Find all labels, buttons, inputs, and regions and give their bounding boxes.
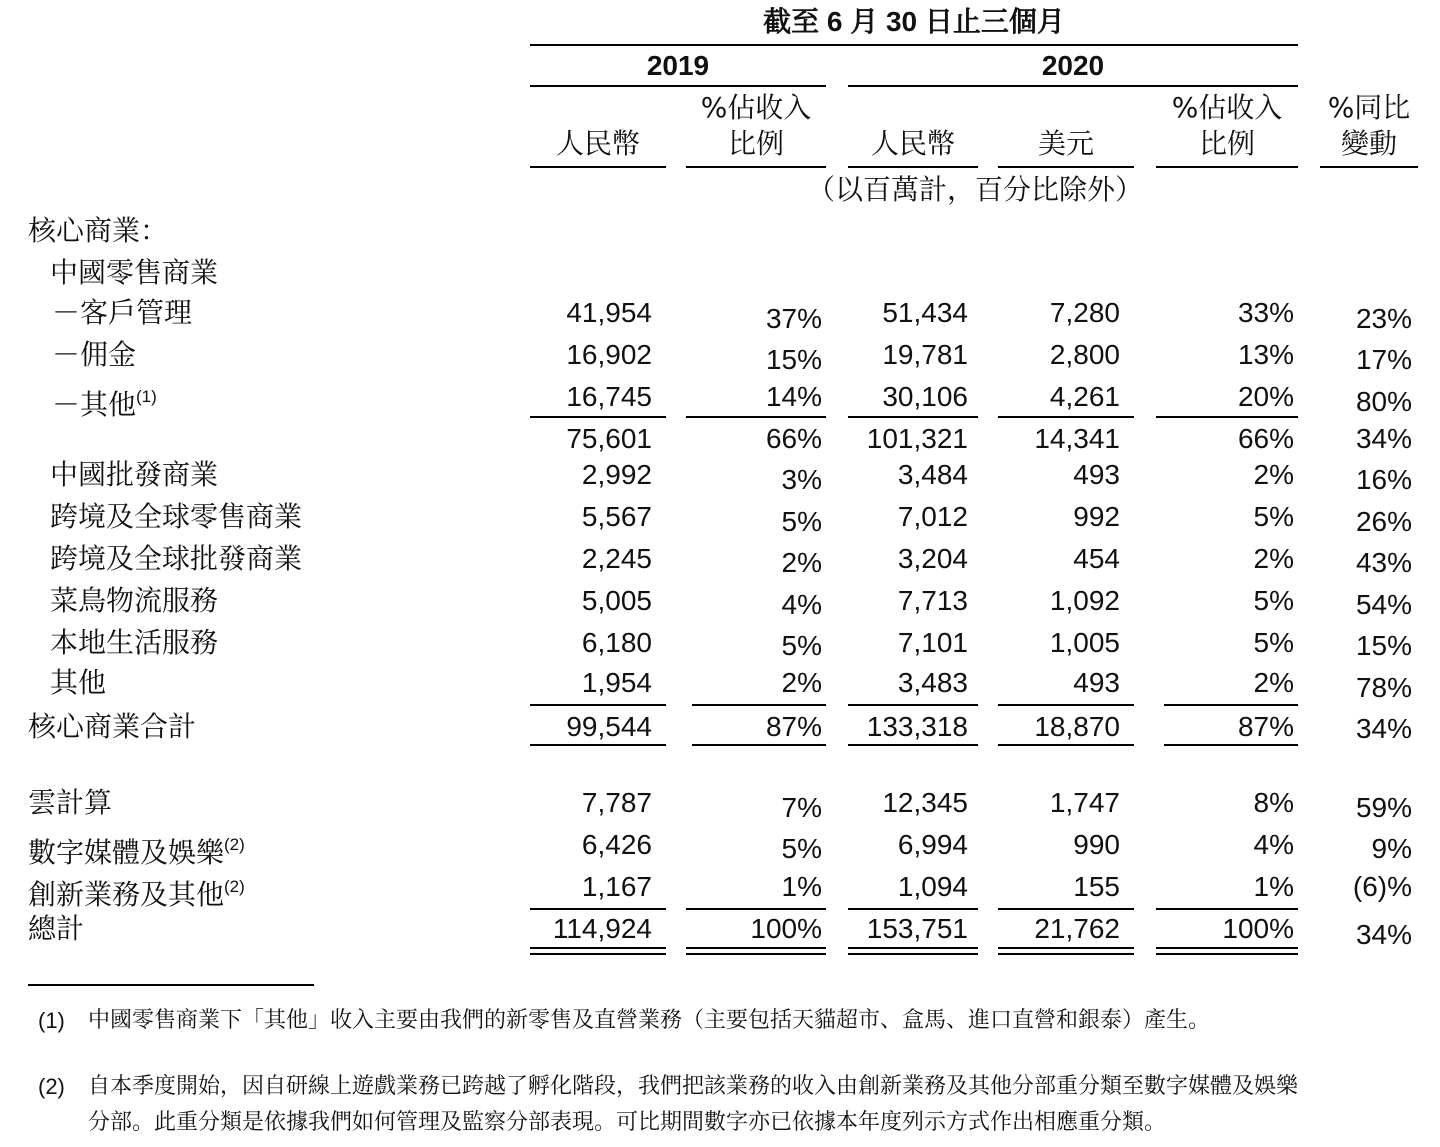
- cell-usd-2020: 155: [1073, 871, 1120, 902]
- cell-pct-2020: 66%: [1237, 423, 1294, 454]
- cell-pct-2020: 2%: [1253, 459, 1294, 490]
- cell-rmb-2019: 1,167: [581, 871, 652, 902]
- total-rule-top: [1164, 704, 1298, 706]
- cell-pct-2020: 4%: [1253, 829, 1294, 860]
- cell-yoy: 34%: [1355, 423, 1412, 454]
- cell-rmb-2020: 1,094: [897, 871, 968, 902]
- row-label: [50, 458, 218, 492]
- row-label: [28, 710, 196, 744]
- cell-pct-2019: 15%: [765, 344, 822, 375]
- cell-rmb-2020: 133,318: [866, 711, 968, 742]
- total-rule-top: [530, 704, 666, 706]
- row-label: [28, 912, 84, 946]
- cell-yoy: 78%: [1355, 672, 1412, 703]
- cell-usd-2020: 18,870: [1034, 711, 1120, 742]
- total-rule-top: [692, 704, 826, 706]
- cell-pct-2019: 2%: [781, 667, 822, 698]
- cell-pct-2020: 2%: [1253, 667, 1294, 698]
- cell-yoy: 9%: [1371, 833, 1412, 864]
- row-label: [50, 584, 218, 618]
- cell-rmb-2019: 16,745: [566, 381, 652, 412]
- cell-yoy: 59%: [1355, 792, 1412, 823]
- cell-yoy: 54%: [1355, 589, 1412, 620]
- total-rule-bottom: [530, 744, 666, 746]
- cell-usd-2020: 1,092: [1049, 585, 1120, 616]
- cell-pct-2020: 5%: [1253, 627, 1294, 658]
- cell-rmb-2019: 99,544: [566, 711, 652, 742]
- cell-rmb-2019: 5,005: [581, 585, 652, 616]
- cell-yoy: 43%: [1355, 547, 1412, 578]
- cell-pct-2019: 5%: [781, 630, 822, 661]
- total-rule-top: [998, 704, 1134, 706]
- cell-rmb-2020: 7,101: [897, 627, 968, 658]
- cell-rmb-2019: 6,426: [581, 829, 652, 860]
- header-rule-2020: [848, 85, 1298, 87]
- cell-rmb-2020: 19,781: [882, 339, 968, 370]
- col-rule: [530, 166, 666, 168]
- cell-yoy: (6)%: [1352, 871, 1412, 902]
- cell-pct-2019: 66%: [765, 423, 822, 454]
- cell-rmb-2019: 2,245: [581, 543, 652, 574]
- row-label-text: 總計: [28, 912, 85, 945]
- footnote-1-text: 中國零售商業下「其他」收入主要由我們的新零售及直營業務（主要包括天貓超市、盒馬、進口直營和銀泰）產生。: [88, 1008, 1211, 1033]
- cell-usd-2020: 4,261: [1049, 381, 1120, 412]
- cell-usd-2020: 21,762: [1034, 913, 1120, 944]
- cell-pct-2020: 33%: [1237, 297, 1294, 328]
- cell-rmb-2019: 2,992: [581, 459, 652, 490]
- cell-rmb-2019: 7,787: [581, 787, 652, 818]
- cell-pct-2020: 87%: [1237, 711, 1294, 742]
- cell-usd-2020: 493: [1073, 667, 1120, 698]
- cell-usd-2020: 14,341: [1034, 423, 1120, 454]
- row-label: [50, 542, 302, 576]
- cell-rmb-2020: 7,012: [897, 501, 968, 532]
- grand-total-rule-top: [998, 908, 1134, 910]
- cell-pct-2019: 1%: [781, 871, 822, 902]
- cell-usd-2020: 1,005: [1049, 627, 1120, 658]
- subtotal-rule: [530, 416, 666, 418]
- cell-pct-2019: 87%: [765, 711, 822, 742]
- cell-pct-2019: 2%: [781, 547, 822, 578]
- row-label-text: 創新業務及其他: [28, 878, 225, 911]
- total-rule-bottom: [998, 744, 1134, 746]
- cell-usd-2020: 493: [1073, 459, 1120, 490]
- total-rule-top: [848, 704, 978, 706]
- cell-rmb-2020: 3,484: [897, 459, 968, 490]
- cell-pct-2019: 5%: [781, 506, 822, 537]
- cell-yoy: 17%: [1355, 344, 1412, 375]
- row-label-text: －客戶管理: [52, 296, 193, 329]
- cell-yoy: 23%: [1355, 303, 1412, 334]
- grand-total-rule-top: [686, 908, 826, 910]
- row-label-text: 菜鳥物流服務: [50, 584, 219, 617]
- header-rule-2019: [530, 85, 826, 87]
- total-rule-bottom: [692, 744, 826, 746]
- footnote-1-marker: (1): [38, 1008, 65, 1033]
- footnote-2-text-line1: 自本季度開始，因自研線上遊戲業務已跨越了孵化階段，我們把該業務的收入由創新業務及其他分部重分類至數字媒體及娛樂: [88, 1074, 1299, 1099]
- subtotal-rule: [1156, 416, 1298, 418]
- cell-rmb-2019: 41,954: [566, 297, 652, 328]
- cell-rmb-2020: 101,321: [866, 423, 968, 454]
- cell-rmb-2020: 7,713: [897, 585, 968, 616]
- cell-pct-2020: 1%: [1253, 871, 1294, 902]
- units-note: （以百萬計，百分比除外）: [806, 173, 1143, 206]
- cell-rmb-2020: 12,345: [882, 787, 968, 818]
- footnote-reference: (2): [224, 877, 245, 896]
- cell-rmb-2019: 16,902: [566, 339, 652, 370]
- cell-pct-2019: 5%: [781, 833, 822, 864]
- cell-pct-2020: 8%: [1253, 787, 1294, 818]
- cell-usd-2020: 992: [1073, 501, 1120, 532]
- cell-rmb-2020: 3,483: [897, 667, 968, 698]
- cell-yoy: 34%: [1355, 919, 1412, 950]
- cell-pct-2019: 100%: [750, 913, 822, 944]
- row-label: [50, 500, 302, 534]
- cell-pct-2020: 2%: [1253, 543, 1294, 574]
- cell-usd-2020: 1,747: [1049, 787, 1120, 818]
- row-label: [52, 296, 192, 330]
- cell-yoy: 26%: [1355, 506, 1412, 537]
- cell-pct-2019: 4%: [781, 589, 822, 620]
- col-pct-2019-header-line2: 比例: [727, 127, 784, 160]
- row-label-text: 雲計算: [28, 786, 113, 819]
- row-label-text: 核心商業合計: [28, 710, 197, 743]
- col-yoy-header-line1: %同比: [1327, 91, 1411, 124]
- grand-total-double-rule: [998, 947, 1134, 955]
- cell-usd-2020: 454: [1073, 543, 1120, 574]
- total-rule-bottom: [848, 744, 978, 746]
- col-rmb-2019-header: 人民幣: [555, 127, 640, 160]
- col-pct-2020-header-line2: 比例: [1198, 127, 1255, 160]
- row-label-text: 其他: [50, 666, 107, 699]
- cell-yoy: 80%: [1355, 386, 1412, 417]
- subtotal-rule: [848, 416, 978, 418]
- cell-rmb-2019: 5,567: [581, 501, 652, 532]
- row-label-text: －佣金: [52, 338, 137, 371]
- cell-pct-2020: 13%: [1237, 339, 1294, 370]
- col-rmb-2020-header: 人民幣: [870, 127, 955, 160]
- footnote-2-text-line2: 分部。此重分類是依據我們如何管理及監察分部表現。可比期間數字亦已依據本年度列示方式作出相應重分類。: [88, 1110, 1167, 1135]
- cell-rmb-2019: 75,601: [566, 423, 652, 454]
- grand-total-rule-top: [848, 908, 978, 910]
- grand-total-rule-top: [1156, 908, 1298, 910]
- row-label-text: 中國批發商業: [50, 458, 219, 491]
- cell-yoy: 34%: [1355, 713, 1412, 744]
- col-rule: [1156, 166, 1298, 168]
- cell-rmb-2020: 3,204: [897, 543, 968, 574]
- col-rule: [686, 166, 826, 168]
- cell-yoy: 15%: [1355, 630, 1412, 661]
- cell-usd-2020: 2,800: [1049, 339, 1120, 370]
- subtotal-rule: [686, 416, 826, 418]
- cell-rmb-2019: 114,924: [552, 913, 652, 944]
- row-label-text: －其他: [52, 388, 137, 421]
- cell-pct-2020: 5%: [1253, 585, 1294, 616]
- period-title: 截至 6 月 30 日止三個月: [763, 6, 1065, 37]
- total-rule-bottom: [1164, 744, 1298, 746]
- row-label: [52, 338, 136, 372]
- row-label: [52, 380, 157, 422]
- grand-total-rule-top: [530, 908, 666, 910]
- row-label-text: 跨境及全球批發商業: [50, 542, 303, 575]
- cell-rmb-2020: 30,106: [882, 381, 968, 412]
- cell-rmb-2020: 153,751: [866, 913, 968, 944]
- col-rule: [1320, 166, 1418, 168]
- cell-rmb-2019: 1,954: [581, 667, 652, 698]
- year-2019-heading: 2019: [646, 50, 710, 81]
- cell-rmb-2019: 6,180: [581, 627, 652, 658]
- footnote-separator: [28, 984, 314, 986]
- cell-usd-2020: 990: [1073, 829, 1120, 860]
- row-label: [28, 786, 112, 820]
- year-2020-heading: 2020: [1041, 50, 1105, 81]
- cell-rmb-2020: 6,994: [897, 829, 968, 860]
- cell-rmb-2020: 51,434: [882, 297, 968, 328]
- col-rule: [998, 166, 1134, 168]
- cell-pct-2019: 14%: [765, 381, 822, 412]
- row-label: [28, 870, 245, 912]
- cell-usd-2020: 7,280: [1049, 297, 1120, 328]
- footnote-reference: (2): [224, 835, 245, 854]
- col-pct-2019-header-line1: %佔收入: [700, 91, 812, 124]
- cell-yoy: 16%: [1355, 464, 1412, 495]
- cell-pct-2019: 37%: [765, 303, 822, 334]
- col-rule: [848, 166, 978, 168]
- footnote-reference: (1): [136, 387, 157, 406]
- section-core-commerce: 核心商業：: [28, 214, 169, 247]
- header-rule-period: [530, 44, 1298, 46]
- row-label-text: 跨境及全球零售商業: [50, 500, 303, 533]
- row-label: [50, 626, 218, 660]
- row-label-text: 數字媒體及娛樂: [28, 836, 225, 869]
- row-label: [28, 828, 245, 870]
- grand-total-double-rule: [848, 947, 978, 955]
- col-yoy-header-line2: 變動: [1340, 127, 1397, 160]
- subtotal-rule: [998, 416, 1134, 418]
- footnote-2-marker: (2): [38, 1074, 65, 1099]
- grand-total-double-rule: [686, 947, 826, 955]
- row-label-text: 本地生活服務: [50, 626, 219, 659]
- cell-pct-2020: 20%: [1237, 381, 1294, 412]
- cell-pct-2019: 7%: [781, 792, 822, 823]
- col-pct-2020-header-line1: %佔收入: [1171, 91, 1283, 124]
- row-label: [50, 666, 106, 700]
- cell-pct-2020: 100%: [1222, 913, 1294, 944]
- section-china-retail: 中國零售商業: [50, 256, 219, 289]
- grand-total-double-rule: [1156, 947, 1298, 955]
- cell-pct-2020: 5%: [1253, 501, 1294, 532]
- col-usd-2020-header: 美元: [1037, 127, 1094, 160]
- cell-pct-2019: 3%: [781, 464, 822, 495]
- grand-total-double-rule: [530, 947, 666, 955]
